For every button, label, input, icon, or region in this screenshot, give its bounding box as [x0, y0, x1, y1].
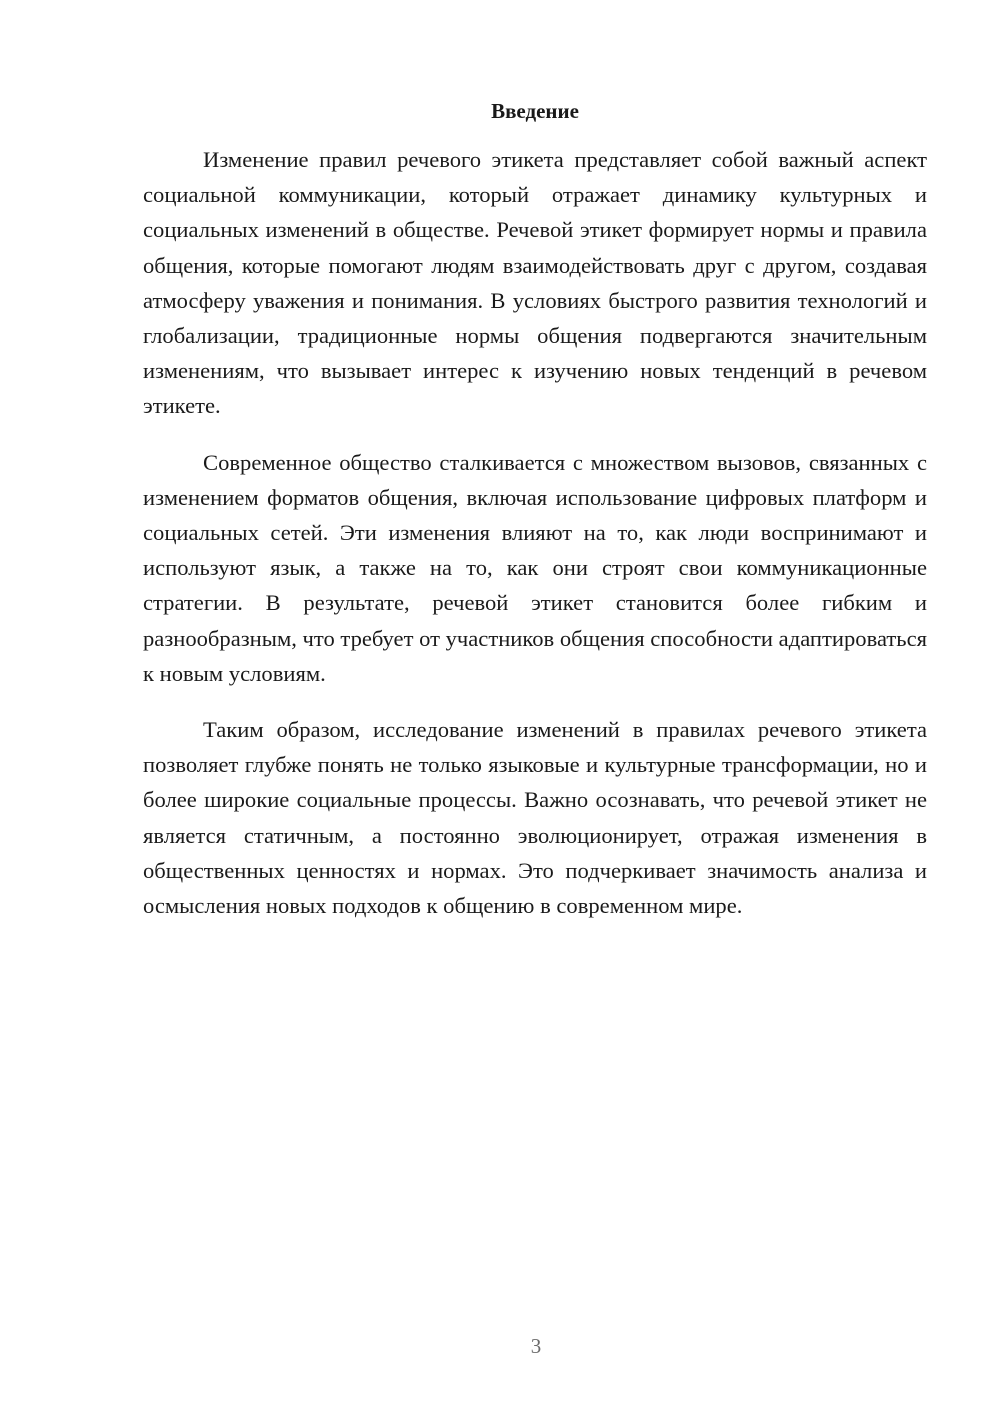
paragraph-1: Изменение правил речевого этикета представляет собой важный аспект социальной коммуникации, который отражает динамику культурных и социальных изменений в обществе. Речевой этикет формирует нормы и правила общения, которые помогают людям взаимодействовать друг с другом, создавая атмосферу уважения и понимания. В условиях быстрого развития технологий и глобализации, традиционные нормы общения подвергаются значительным изменениям, что вызывает интерес к изучению новых тенденций в речевом этикете.	[143, 147, 927, 419]
section-title: Введение	[491, 99, 579, 123]
paragraph-3: Таким образом, исследование изменений в правилах речевого этикета позволяет глубже понять не только языковые и культурные трансформации, но и более широкие социальные процессы. Важно осознавать, что речевой этикет не является статичным, а постоянно эволюционирует, отражая изменения в общественных ценностях и нормах. Это подчеркивает значимость анализа и осмысления новых подходов к общению в современном мире.	[143, 717, 927, 919]
paragraph-2: Современное общество сталкивается с множеством вызовов, связанных с изменением форматов общения, включая использование цифровых платформ и социальных сетей. Эти изменения влияют на то, как люди воспринимают и используют язык, а также на то, как они строят свои коммуникационные стратегии. В результате, речевой этикет становится более гибким и разнообразным, что требует от участников общения способности адаптироваться к новым условиям.	[143, 449, 927, 686]
page-number: 3	[530, 1334, 542, 1358]
body-text	[143, 142, 927, 944]
